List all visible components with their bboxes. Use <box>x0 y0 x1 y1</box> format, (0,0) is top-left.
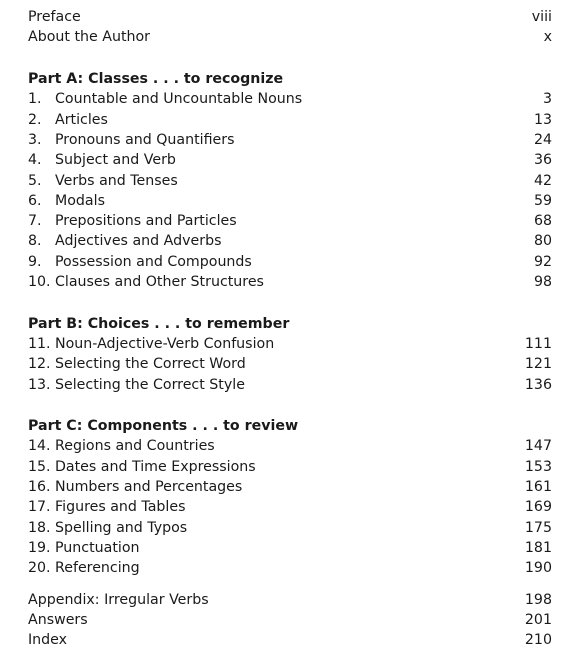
toc-entry[interactable] <box>28 436 552 456</box>
toc-entry[interactable] <box>28 354 552 374</box>
entry-number: 17. <box>28 499 51 516</box>
entry-title: Preface <box>28 9 81 25</box>
entry-page: 98 <box>533 274 552 291</box>
entry-page: viii <box>531 9 552 25</box>
table-of-contents <box>28 7 552 650</box>
entry-page: 161 <box>524 479 552 496</box>
entry-page: 169 <box>524 499 552 516</box>
toc-entry[interactable] <box>28 211 552 231</box>
entry-title: Countable and Uncountable Nouns <box>55 91 303 108</box>
part-b-heading: Part B: Choices . . . to remember <box>28 315 290 332</box>
entry-page: 190 <box>524 560 552 577</box>
entry-page: 68 <box>533 213 552 230</box>
entry-number: 2. <box>28 111 42 128</box>
part-a-section <box>28 69 552 292</box>
entry-title: Prepositions and Particles <box>55 213 237 230</box>
entry-number: 9. <box>28 253 42 270</box>
entry-number: 19. <box>28 539 51 556</box>
toc-entry[interactable] <box>28 130 552 150</box>
entry-page: 121 <box>524 356 552 373</box>
entry-number: 6. <box>28 192 42 209</box>
entry-title: Clauses and Other Structures <box>55 274 264 291</box>
entry-number: 15. <box>28 458 51 475</box>
toc-entry[interactable] <box>28 538 552 558</box>
toc-entry[interactable] <box>28 518 552 538</box>
entry-title: Index <box>28 632 68 649</box>
entry-page: 3 <box>542 91 552 108</box>
toc-entry[interactable] <box>28 334 552 354</box>
entry-title: About the Author <box>28 29 151 46</box>
toc-entry-answers[interactable] <box>28 610 552 630</box>
part-b-section <box>28 314 552 395</box>
entry-page: x <box>543 29 552 46</box>
entry-title: Selecting the Correct Style <box>55 376 245 393</box>
entry-number: 1. <box>28 91 42 108</box>
entry-title: Noun-Adjective-Verb Confusion <box>55 335 275 352</box>
entry-page: 198 <box>524 591 552 608</box>
part-a-heading: Part A: Classes . . . to recognize <box>28 71 284 88</box>
entry-number: 18. <box>28 519 51 536</box>
toc-entry[interactable] <box>28 150 552 170</box>
toc-entry[interactable] <box>28 191 552 211</box>
entry-title: Articles <box>55 111 108 128</box>
entry-number: 14. <box>28 438 51 455</box>
entry-title: Punctuation <box>55 539 140 556</box>
entry-number: 8. <box>28 233 42 250</box>
entry-title: Dates and Time Expressions <box>55 458 256 475</box>
entry-page: 147 <box>524 438 552 455</box>
toc-entry[interactable] <box>28 272 552 292</box>
back-matter <box>28 590 552 651</box>
entry-page: 136 <box>524 376 552 393</box>
toc-entry[interactable] <box>28 477 552 497</box>
front-matter <box>28 7 552 48</box>
toc-entry[interactable] <box>28 110 552 130</box>
toc-entry[interactable] <box>28 375 552 395</box>
toc-entry[interactable] <box>28 457 552 477</box>
entry-page: 42 <box>533 172 552 189</box>
toc-entry-about-the-author[interactable] <box>28 27 552 47</box>
entry-title: Answers <box>28 611 88 628</box>
entry-number: 5. <box>28 172 42 189</box>
entry-title: Adjectives and Adverbs <box>55 233 222 250</box>
entry-page: 201 <box>524 611 552 628</box>
toc-entry[interactable] <box>28 231 552 251</box>
toc-entry-index[interactable] <box>28 630 552 650</box>
toc-entry-preface[interactable] <box>28 7 552 27</box>
entry-page: 24 <box>533 131 552 148</box>
toc-entry-appendix[interactable] <box>28 590 552 610</box>
entry-page: 36 <box>533 152 552 169</box>
part-c-section <box>28 416 552 578</box>
toc-entry[interactable] <box>28 252 552 272</box>
entry-title: Regions and Countries <box>55 438 215 455</box>
entry-page: 153 <box>524 458 552 475</box>
entry-title: Modals <box>55 192 105 209</box>
entry-title: Selecting the Correct Word <box>55 356 246 373</box>
entry-title: Figures and Tables <box>55 499 186 516</box>
entry-number: 20. <box>28 560 51 577</box>
part-c-heading: Part C: Components . . . to review <box>28 418 299 435</box>
entry-title: Numbers and Percentages <box>55 479 243 496</box>
entry-page: 59 <box>533 192 552 209</box>
entry-page: 181 <box>524 539 552 556</box>
toc-entry[interactable] <box>28 497 552 517</box>
entry-title: Pronouns and Quantifiers <box>55 131 235 148</box>
entry-page: 13 <box>533 111 552 128</box>
entry-number: 10. <box>28 274 51 291</box>
entry-number: 13. <box>28 376 51 393</box>
entry-title: Subject and Verb <box>55 152 176 169</box>
entry-number: 12. <box>28 356 51 373</box>
entry-page: 210 <box>524 632 552 649</box>
entry-number: 16. <box>28 479 51 496</box>
entry-title: Possession and Compounds <box>55 253 252 270</box>
entry-title: Spelling and Typos <box>55 519 188 536</box>
entry-title: Verbs and Tenses <box>55 172 178 189</box>
toc-entry[interactable] <box>28 558 552 578</box>
entry-number: 11. <box>28 335 51 352</box>
entry-page: 175 <box>524 519 552 536</box>
toc-entry[interactable] <box>28 171 552 191</box>
entry-title: Referencing <box>55 560 140 577</box>
entry-number: 7. <box>28 213 42 230</box>
entry-page: 92 <box>533 253 552 270</box>
entry-number: 3. <box>28 131 42 148</box>
entry-title: Appendix: Irregular Verbs <box>28 591 209 608</box>
toc-entry[interactable] <box>28 89 552 109</box>
entry-number: 4. <box>28 152 42 169</box>
entry-page: 80 <box>533 233 552 250</box>
entry-page: 111 <box>524 335 552 352</box>
